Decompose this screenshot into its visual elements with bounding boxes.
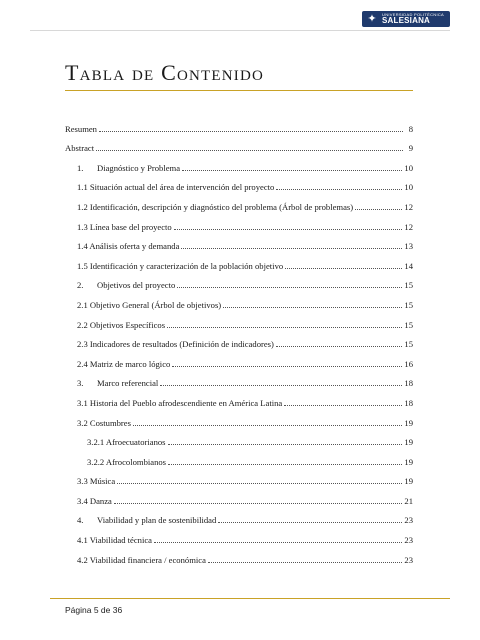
- toc-entry[interactable]: 4.1 Viabilidad técnica 23: [77, 535, 413, 546]
- toc-entry[interactable]: 2. Objetivos del proyecto 15: [77, 280, 413, 291]
- toc-entry[interactable]: 4.2 Viabilidad financiera / económica 23: [77, 554, 413, 565]
- toc-entry[interactable]: 3.4 Danza 21: [77, 495, 413, 506]
- title-underline: [65, 90, 413, 91]
- toc-entry[interactable]: 1.3 Línea base del proyecto 12: [77, 221, 413, 232]
- toc-entry[interactable]: 2.2 Objetivos Específicos 15: [77, 319, 413, 330]
- university-logo: [362, 11, 450, 27]
- toc-entry[interactable]: 3.2.1 Afroecuatorianos 19: [87, 437, 413, 448]
- page-number: Página 5 de 36: [65, 605, 123, 615]
- toc-entry[interactable]: Resumen 8: [65, 123, 413, 134]
- toc-entry[interactable]: 1. Diagnóstico y Problema 10: [77, 162, 413, 173]
- toc-entry[interactable]: 2.1 Objetivo General (Árbol de objetivos) 15: [77, 299, 413, 310]
- toc-entry[interactable]: 3.2 Costumbres 19: [77, 417, 413, 428]
- toc-entry[interactable]: 2.4 Matriz de marco lógico 16: [77, 358, 413, 369]
- toc-entry[interactable]: 3.1 Historia del Pueblo afrodescendiente en América Latina 18: [77, 397, 413, 408]
- logo-small-text: UNIVERSIDAD POLITÉCNICA: [382, 12, 445, 17]
- toc-entry[interactable]: 3.2.2 Afrocolombianos 19: [87, 456, 413, 467]
- page-title: Tabla de Contenido: [65, 60, 265, 85]
- toc-entry[interactable]: 4. Viabilidad y plan de sostenibilidad 23: [77, 515, 413, 526]
- toc-entry[interactable]: Abstract 9: [65, 143, 413, 154]
- toc-entry[interactable]: 1.2 Identificación, descripción y diagnóstico del problema (Árbol de problemas) 12: [77, 201, 413, 212]
- toc-entry[interactable]: 1.1 Situación actual del área de intervención del proyecto 10: [77, 182, 413, 193]
- logo-emblem-icon: ✦: [367, 12, 377, 25]
- toc-entry[interactable]: 1.5 Identificación y caracterización de la población objetivo 14: [77, 260, 413, 271]
- logo-big-text: SALESIANA: [382, 16, 431, 25]
- header-divider: [30, 30, 450, 31]
- toc-entry[interactable]: 3.3 Música 19: [77, 476, 413, 487]
- footer-divider: [50, 598, 450, 599]
- toc-entry[interactable]: 1.4 Análisis oferta y demanda 13: [77, 241, 413, 252]
- toc-entry[interactable]: 2.3 Indicadores de resultados (Definición de indicadores) 15: [77, 339, 413, 350]
- table-of-contents: [65, 114, 413, 565]
- toc-entry[interactable]: 3. Marco referencial 18: [77, 378, 413, 389]
